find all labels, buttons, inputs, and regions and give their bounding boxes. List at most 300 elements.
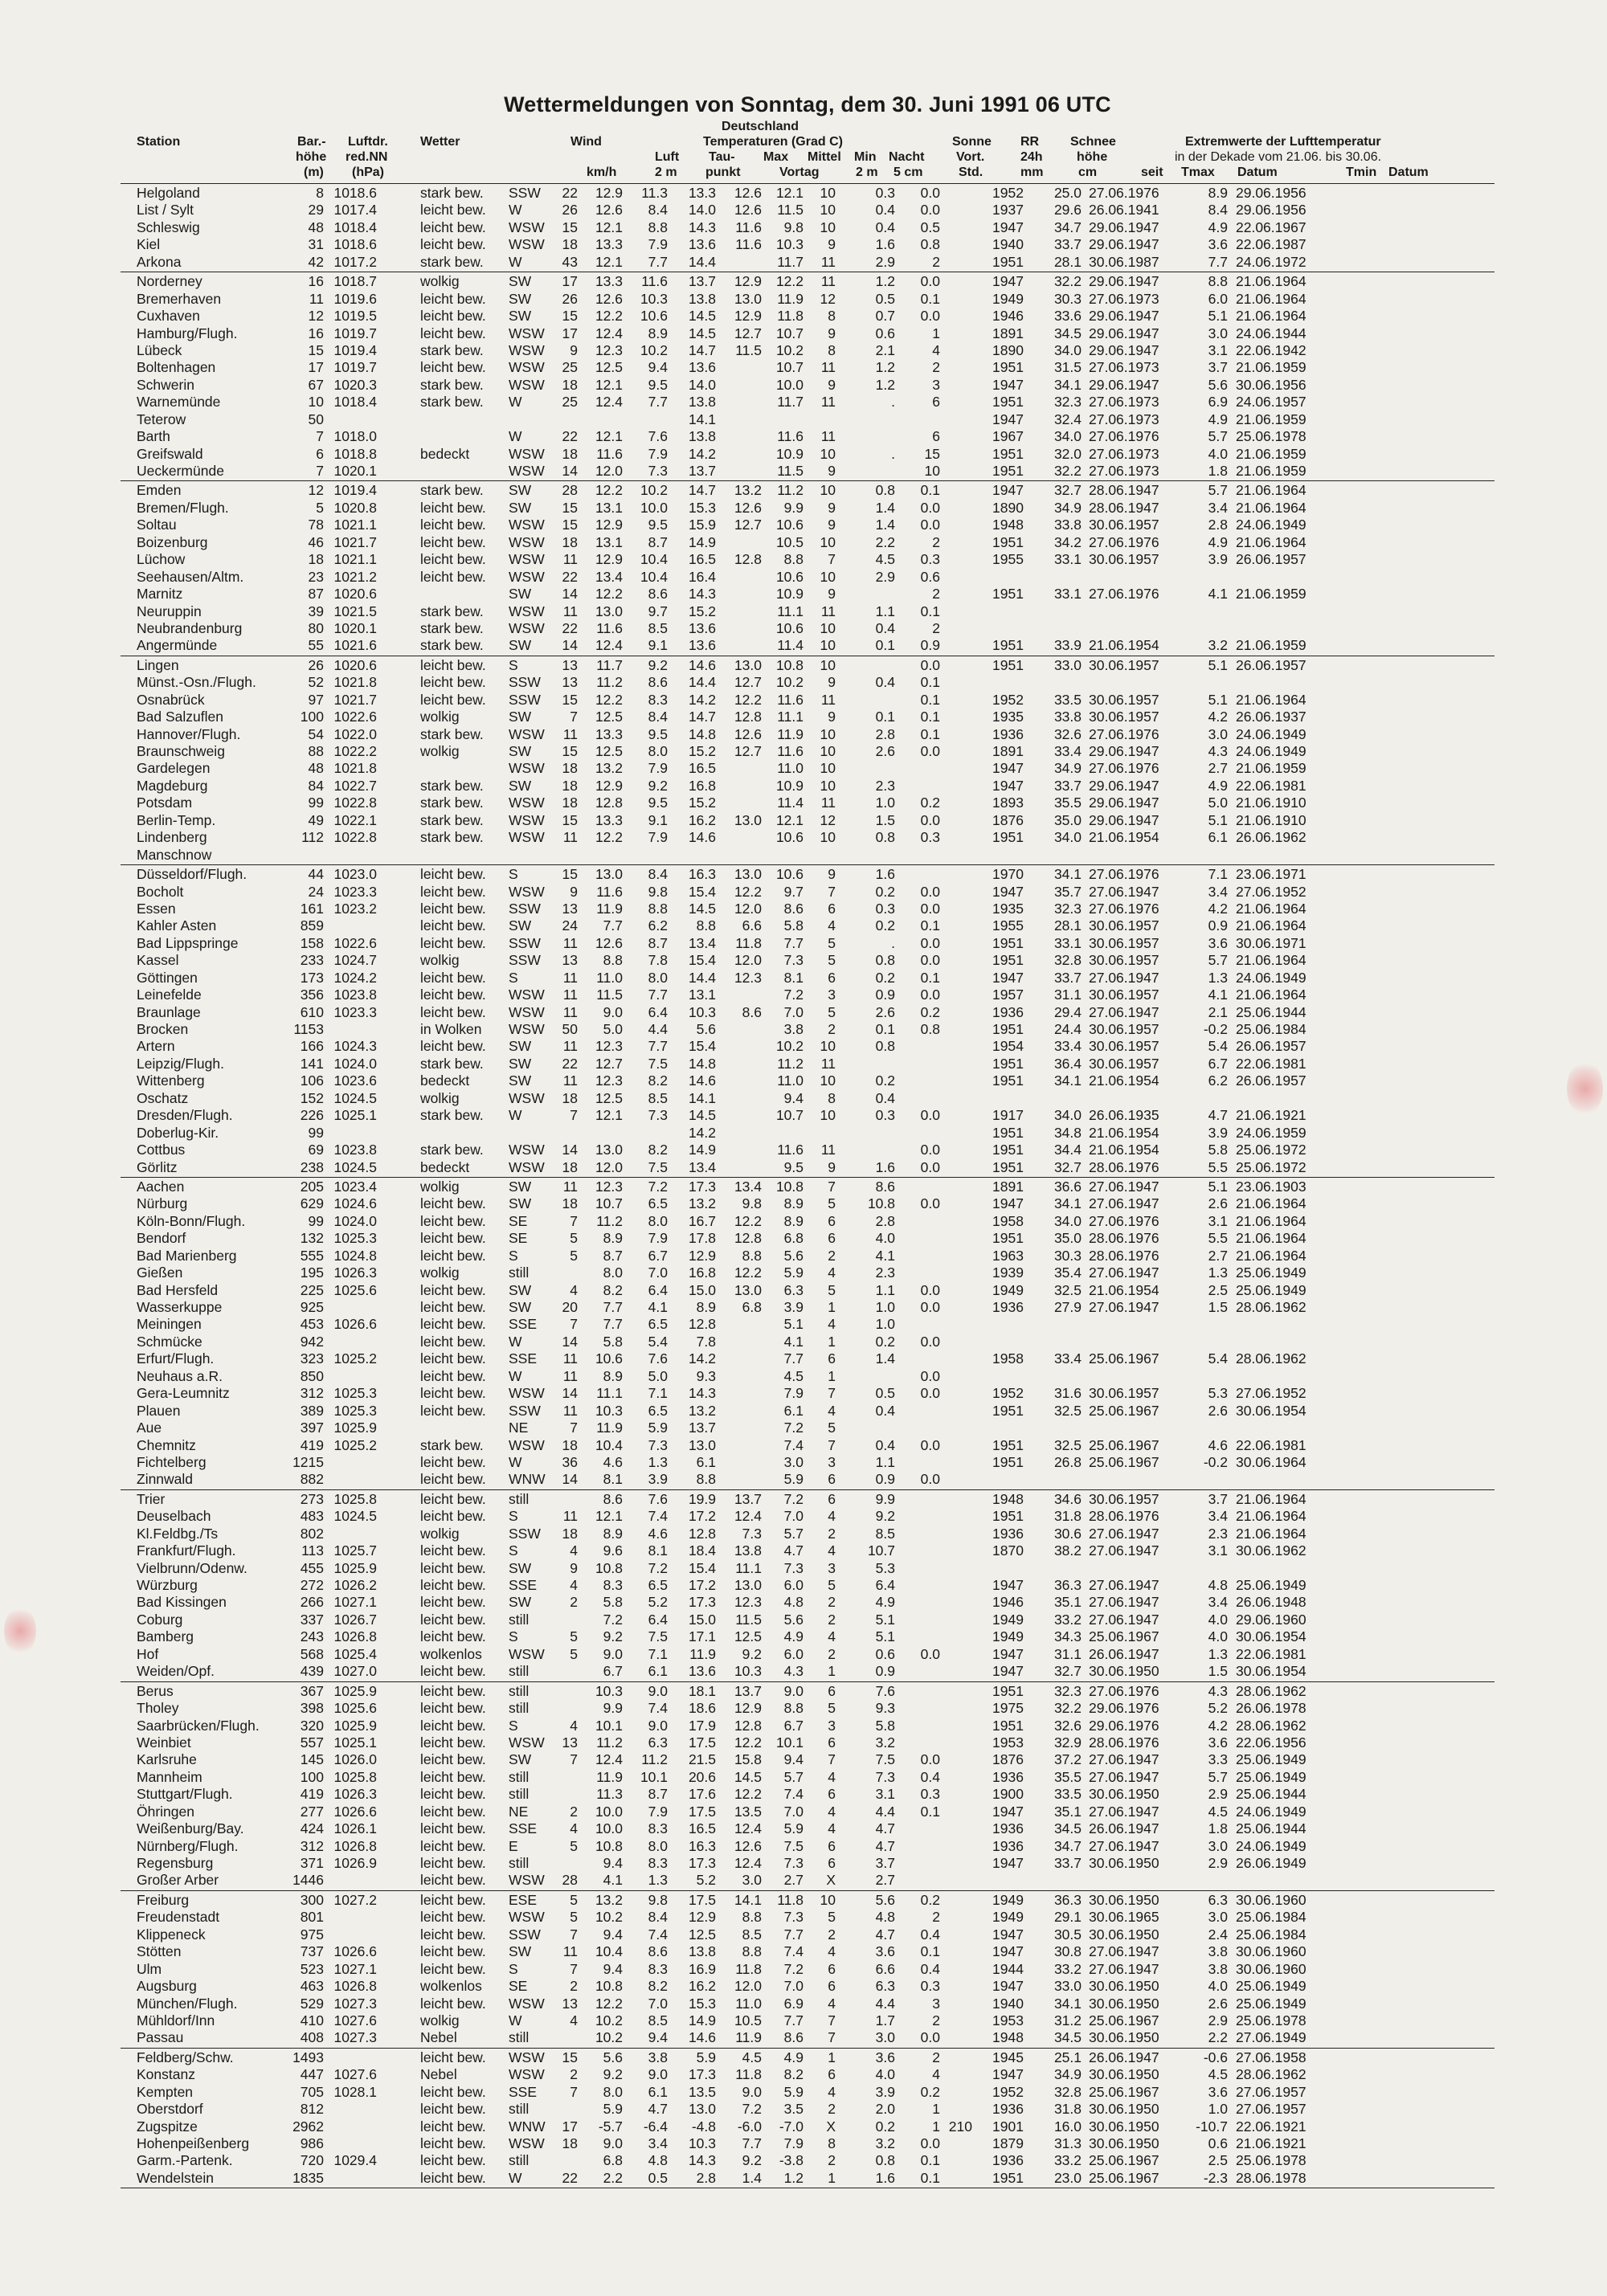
mean-temp: 9.8 (742, 1195, 762, 1212)
night-temp: 7 (828, 1385, 836, 1402)
tmin-date: 30.06.1954 (1236, 1663, 1306, 1680)
air-temp: 13.4 (595, 568, 623, 585)
tmax: 33.7 (1053, 777, 1082, 794)
header-extrem-1: Extremwerte der Lufttemperatur (1185, 135, 1381, 149)
pressure: 1025.9 (333, 1682, 377, 1699)
min-temp: 3.5 (783, 2101, 804, 2118)
tmin-date: 26.06.1957 (1236, 656, 1306, 673)
record-since: 1951 (992, 1021, 1024, 1037)
station-name: Würzburg (137, 1577, 198, 1593)
bar-height: 46 (308, 533, 324, 550)
table-row (121, 1751, 1495, 1768)
air-temp: 8.7 (603, 1247, 623, 1264)
max-temp: 10.3 (688, 1003, 716, 1020)
mean-temp: 12.5 (734, 1628, 762, 1645)
tmax-date: 27.06.1973 (1089, 411, 1159, 427)
air-temp: 10.8 (595, 1837, 623, 1854)
sunshine: 0.2 (875, 1333, 895, 1350)
wind-direction: S (509, 866, 518, 883)
night-temp: X (826, 2118, 836, 2135)
dew-point: 8.4 (648, 202, 668, 219)
wind-direction: SW (509, 1751, 532, 1768)
mean-temp: 12.7 (734, 325, 762, 341)
record-since: 1949 (992, 1891, 1024, 1908)
station-name: Aue (137, 1420, 162, 1436)
record-since: 1936 (992, 725, 1024, 742)
air-temp: 13.3 (595, 236, 623, 253)
weather: leicht bew. (420, 1960, 486, 1977)
wind-direction: WSW (509, 1909, 545, 1926)
tmin: 6.3 (1208, 1891, 1228, 1908)
mean-temp: 12.6 (734, 185, 762, 201)
record-since: 1951 (992, 656, 1024, 673)
tmax: 32.8 (1053, 952, 1082, 969)
wind-direction: still (509, 1663, 530, 1680)
tmin: 4.9 (1208, 533, 1228, 550)
night-temp: 4 (828, 1542, 836, 1559)
weather: leicht bew. (420, 2169, 486, 2186)
dew-point: 6.1 (648, 2083, 668, 2100)
tmin: 0.6 (1208, 2135, 1228, 2151)
air-temp: 12.6 (595, 290, 623, 307)
dew-point: 10.6 (640, 308, 668, 325)
station-name: Wendelstein (137, 2169, 214, 2186)
bar-height: 141 (300, 1055, 324, 1072)
tmin-date: 24.06.1949 (1236, 517, 1306, 533)
air-temp: 12.2 (595, 308, 623, 325)
max-temp: 14.3 (688, 219, 716, 235)
dew-point: 8.4 (648, 709, 668, 725)
wind-direction: WSW (509, 795, 545, 811)
wind-speed: 11 (562, 1003, 578, 1020)
dew-point: 7.0 (648, 1995, 668, 2012)
dew-point: 4.1 (648, 1299, 668, 1315)
weather: stark bew. (420, 777, 484, 794)
station-name: Angermünde (137, 637, 218, 654)
wind-direction: WSW (509, 883, 545, 900)
air-temp: 12.3 (595, 341, 623, 358)
table-row (121, 1491, 1495, 1508)
record-since: 1876 (992, 1751, 1024, 1768)
bar-height: 277 (300, 1803, 324, 1820)
night-temp: 10 (820, 760, 836, 777)
max-temp: 12.8 (688, 1316, 716, 1333)
min-temp: 5.6 (783, 1611, 804, 1628)
min-temp: 7.2 (783, 987, 804, 1003)
bar-height: 80 (308, 619, 324, 636)
sunshine: . (891, 934, 895, 951)
air-temp: 10.2 (595, 1909, 623, 1926)
max-temp: 13.2 (688, 1195, 716, 1212)
min-temp: 4.5 (783, 1367, 804, 1384)
tmax-date: 29.06.1976 (1089, 1717, 1159, 1734)
wind-speed: 13 (562, 674, 578, 691)
record-since: 1946 (992, 1594, 1024, 1611)
pressure: 1018.6 (333, 236, 377, 253)
sunshine: 2.0 (875, 2101, 895, 2118)
tmax: 29.4 (1053, 1003, 1082, 1020)
table-row (121, 2012, 1495, 2029)
tmax: 38.2 (1053, 1542, 1082, 1559)
min-temp: 6.0 (783, 1577, 804, 1593)
header-luft-1: Luft (655, 150, 680, 164)
record-since: 1947 (992, 273, 1024, 290)
air-temp: 7.7 (603, 917, 623, 934)
min-temp: 12.2 (775, 273, 804, 290)
min-temp: 5.9 (783, 1471, 804, 1488)
station-name: Erfurt/Flugh. (137, 1350, 215, 1367)
header-seit: seit (1141, 165, 1163, 179)
mean-temp: 14.5 (734, 1768, 762, 1785)
precipitation: 0.5 (920, 219, 940, 235)
wind-direction: WSW (509, 1872, 545, 1889)
tmin: 3.4 (1208, 1508, 1228, 1525)
night-temp: 9 (828, 463, 836, 479)
tmin: 4.2 (1208, 900, 1228, 917)
dew-point: 0.5 (648, 2169, 668, 2186)
tmin: 5.7 (1208, 482, 1228, 499)
pressure: 1020.6 (333, 656, 377, 673)
station-name: Coburg (137, 1611, 183, 1628)
night-temp: 2 (828, 1525, 836, 1542)
weather: stark bew. (420, 619, 484, 636)
station-name: Boizenburg (137, 533, 208, 550)
wind-speed: 17 (562, 325, 578, 341)
weather: leicht bew. (420, 987, 486, 1003)
dew-point: 6.4 (648, 1611, 668, 1628)
max-temp: 14.2 (688, 1124, 716, 1141)
station-name: Saarbrücken/Flugh. (137, 1717, 260, 1734)
weather: leicht bew. (420, 1402, 486, 1419)
weather: leicht bew. (420, 1195, 486, 1212)
air-temp: 9.2 (603, 1628, 623, 1645)
wind-speed: 26 (562, 202, 578, 219)
bar-height: 243 (300, 1628, 324, 1645)
min-temp: 10.0 (775, 376, 804, 393)
wind-speed: 11 (562, 987, 578, 1003)
night-temp: 10 (820, 743, 836, 759)
bar-height: 16 (308, 325, 324, 341)
tmin-date: 30.06.1960 (1236, 1943, 1306, 1960)
tmax-date: 30.06.1957 (1089, 1021, 1159, 1037)
dew-point: 8.5 (648, 1089, 668, 1106)
min-temp: 7.4 (783, 1943, 804, 1960)
wind-direction: W (509, 428, 522, 445)
record-since: 1951 (992, 1717, 1024, 1734)
tmin: 2.2 (1208, 2029, 1228, 2046)
station-name: Wittenberg (137, 1072, 205, 1089)
table-row (121, 884, 1495, 901)
bar-height: 87 (308, 586, 324, 603)
precipitation: 0.4 (920, 1768, 940, 1785)
tmin: 4.6 (1208, 1436, 1228, 1453)
station-name: Weinbiet (137, 1734, 191, 1751)
max-temp: 12.9 (688, 1247, 716, 1264)
table-row (121, 219, 1495, 236)
tmin: 3.6 (1208, 1734, 1228, 1751)
max-temp: 13.0 (688, 1436, 716, 1453)
night-temp: 9 (828, 236, 836, 253)
station-name: Hamburg/Flugh. (137, 325, 238, 341)
station-name: Ueckermünde (137, 463, 224, 479)
tmin-date: 21.06.1959 (1236, 445, 1306, 462)
pressure: 1021.7 (333, 533, 377, 550)
bar-height: 11 (309, 290, 324, 307)
tmax: 31.5 (1053, 359, 1082, 376)
min-temp: 7.4 (783, 1786, 804, 1803)
record-since: 1936 (992, 2152, 1024, 2169)
min-temp: 11.6 (777, 1142, 804, 1158)
bar-height: 6 (316, 445, 324, 462)
tmin: 1.3 (1208, 969, 1228, 986)
weather: leicht bew. (420, 551, 486, 568)
tmax: 34.7 (1053, 1837, 1082, 1854)
table-row (121, 1526, 1495, 1542)
night-temp: 10 (820, 725, 836, 742)
wind-direction: WSW (509, 1142, 545, 1158)
tmax: 32.3 (1053, 900, 1082, 917)
station-name: Zinnwald (137, 1471, 194, 1488)
tmax: 34.5 (1053, 325, 1082, 341)
night-temp: 4 (828, 1768, 836, 1785)
mean-temp: 9.2 (742, 2152, 762, 2169)
max-temp: 12.5 (688, 1926, 716, 1943)
header-min-1: Min (854, 150, 877, 164)
min-temp: -3.8 (779, 2152, 804, 2169)
precipitation: 3 (932, 376, 940, 393)
min-temp: 7.7 (783, 1350, 804, 1367)
precipitation: 2 (932, 533, 940, 550)
precipitation: 0.0 (920, 987, 940, 1003)
wind-speed: 22 (562, 568, 578, 585)
mean-temp: 12.4 (734, 1508, 762, 1525)
tmin-date: 25.06.1949 (1236, 1281, 1306, 1298)
tmax: 32.5 (1053, 1281, 1082, 1298)
air-temp: 11.6 (596, 619, 623, 636)
dew-point: 8.2 (648, 1072, 668, 1089)
max-temp: 15.2 (688, 795, 716, 811)
weather: stark bew. (420, 795, 484, 811)
bar-height: 112 (301, 829, 324, 846)
tmax-date: 29.06.1947 (1089, 308, 1159, 325)
weather: leicht bew. (420, 1611, 486, 1628)
wind-direction: SSE (509, 1577, 538, 1593)
header-datum-2: Datum (1388, 165, 1429, 179)
tmin: 3.7 (1208, 359, 1228, 376)
tmin: 3.8 (1208, 1960, 1228, 1977)
weather: wolkig (420, 1525, 460, 1542)
sunshine: 1.2 (875, 376, 895, 393)
night-temp: 10 (820, 202, 836, 219)
mean-temp: 8.5 (742, 1926, 762, 1943)
bar-height: 5 (316, 499, 324, 516)
air-temp: 9.6 (603, 1542, 623, 1559)
min-temp: 10.2 (775, 341, 804, 358)
precipitation: 0.3 (920, 1786, 940, 1803)
max-temp: 15.3 (688, 1995, 716, 2012)
record-since: 1947 (992, 1978, 1024, 1995)
weather: stark bew. (420, 811, 484, 828)
max-temp: 14.9 (688, 533, 716, 550)
station-name: Lübeck (137, 341, 182, 358)
min-temp: 7.7 (783, 2012, 804, 2028)
weather: leicht bew. (420, 499, 486, 516)
pressure: 1024.8 (333, 1247, 377, 1264)
air-temp: 11.7 (596, 656, 623, 673)
sunshine: 1.2 (875, 359, 895, 376)
tmax-date: 30.06.1957 (1089, 987, 1159, 1003)
table-row (121, 236, 1495, 253)
record-since: 1936 (992, 1820, 1024, 1837)
mean-temp: 12.2 (734, 1786, 762, 1803)
bar-height: 69 (308, 1142, 324, 1158)
record-since: 1947 (992, 1803, 1024, 1820)
mean-temp: 12.6 (734, 499, 762, 516)
station-name: Passau (137, 2029, 184, 2046)
station-name: Doberlug-Kir. (137, 1124, 219, 1141)
table-row (121, 1420, 1495, 1436)
bar-height: 99 (308, 795, 324, 811)
night-temp: 2 (828, 2152, 836, 2169)
header-luftdr-1: Luftdr. (348, 135, 388, 149)
tmin: 3.0 (1208, 1909, 1228, 1926)
dew-point: 7.9 (648, 445, 668, 462)
sunshine: 4.7 (875, 1837, 895, 1854)
pressure: 1025.2 (333, 1350, 377, 1367)
night-temp: 6 (828, 1471, 836, 1488)
precipitation: 0.0 (920, 934, 940, 951)
tmin-date: 21.06.1910 (1236, 811, 1306, 828)
weather: leicht bew. (420, 325, 486, 341)
table-row (121, 500, 1495, 517)
air-temp: 11.1 (596, 1385, 623, 1402)
tmax: 35.5 (1053, 1768, 1082, 1785)
night-temp: 2 (828, 1021, 836, 1037)
sunshine: 1.6 (875, 236, 895, 253)
station-name: List / Sylt (137, 202, 194, 219)
tmin: 2.7 (1208, 760, 1228, 777)
precipitation: 4 (932, 2066, 940, 2083)
dew-point: 8.0 (648, 743, 668, 759)
weather: leicht bew. (420, 2083, 486, 2100)
precipitation: 10 (924, 463, 940, 479)
station-name: Marnitz (137, 586, 183, 603)
table-row (121, 273, 1495, 290)
pressure: 1020.1 (333, 463, 377, 479)
air-temp: 6.8 (603, 2152, 623, 2169)
bar-height: 8 (316, 185, 324, 201)
wind-direction: WSW (509, 619, 545, 636)
air-temp: 13.3 (595, 811, 623, 828)
record-since: 1958 (992, 1350, 1024, 1367)
station-name: Neuhaus a.R. (137, 1367, 223, 1384)
sunshine: 3.2 (875, 2135, 895, 2151)
tmax: 35.1 (1053, 1803, 1082, 1820)
min-temp: 4.9 (783, 2049, 804, 2065)
bar-height: 629 (300, 1195, 324, 1212)
table-row (121, 1437, 1495, 1454)
table-row (121, 1926, 1495, 1943)
air-temp: 12.6 (595, 202, 623, 219)
sunshine: 1.1 (875, 1281, 895, 1298)
dew-point: 3.9 (648, 1471, 668, 1488)
table-row (121, 1628, 1495, 1645)
weather: leicht bew. (420, 359, 486, 376)
min-temp: 8.9 (783, 1195, 804, 1212)
header-rr-2: 24h (1020, 150, 1043, 164)
weather: leicht bew. (420, 1316, 486, 1333)
sunshine: 6.4 (875, 1577, 895, 1593)
tmin-date: 21.06.1964 (1236, 1195, 1306, 1212)
weather: wolkig (420, 2012, 460, 2028)
sunshine: 7.5 (875, 1751, 895, 1768)
tmin: 8.4 (1208, 202, 1228, 219)
precipitation: 0.1 (920, 725, 940, 742)
tmax-date: 30.06.1957 (1089, 709, 1159, 725)
night-temp: 8 (828, 1089, 836, 1106)
pressure: 1021.8 (333, 674, 377, 691)
bar-height: 26 (308, 656, 324, 673)
weather: leicht bew. (420, 1299, 486, 1315)
max-temp: 14.9 (688, 1142, 716, 1158)
precipitation: 0.2 (920, 1891, 940, 1908)
tmax-date: 25.06.1967 (1089, 2169, 1159, 2186)
wind-direction: WSW (509, 1003, 545, 1020)
dew-point: 8.3 (648, 1960, 668, 1977)
tmax: 26.8 (1053, 1453, 1082, 1470)
wind-direction: S (509, 1960, 518, 1977)
min-temp: 10.6 (775, 517, 804, 533)
tmax: 36.3 (1053, 1891, 1082, 1908)
precipitation: 0.0 (920, 2029, 940, 2046)
pressure: 1019.7 (333, 325, 377, 341)
precipitation: 0.2 (920, 1003, 940, 1020)
sunshine: 1.7 (875, 2012, 895, 2028)
tmax: 34.9 (1053, 2066, 1082, 2083)
wind-speed: 22 (562, 185, 578, 201)
wind-speed: 4 (570, 1717, 578, 1734)
tmin-date: 23.06.1971 (1236, 866, 1306, 883)
pressure: 1023.2 (333, 900, 377, 917)
wind-direction: S (509, 656, 518, 673)
max-temp: 16.7 (688, 1212, 716, 1229)
mean-temp: 13.0 (734, 1281, 762, 1298)
max-temp: 13.8 (688, 290, 716, 307)
air-temp: 12.1 (595, 219, 623, 235)
table-row (121, 743, 1495, 760)
wind-speed: 11 (562, 829, 578, 846)
night-temp: 10 (820, 1038, 836, 1055)
wind-speed: 5 (570, 1837, 578, 1854)
min-temp: 7.2 (783, 1490, 804, 1507)
bar-height: 371 (300, 1855, 324, 1871)
tmax: 31.1 (1053, 1645, 1082, 1662)
air-temp: 12.2 (595, 1995, 623, 2012)
tmax: 34.2 (1053, 533, 1082, 550)
night-temp: 6 (828, 1212, 836, 1229)
tmin-date: 25.06.1984 (1236, 1021, 1306, 1037)
tmax-date: 27.06.1973 (1089, 359, 1159, 376)
sunshine: 4.4 (875, 1803, 895, 1820)
pressure: 1029.4 (333, 2152, 377, 2169)
header-luftdr-2: red.NN (346, 150, 388, 164)
record-since: 1951 (992, 829, 1024, 846)
min-temp: 7.3 (783, 1855, 804, 1871)
wind-speed: 15 (562, 517, 578, 533)
precipitation: 0.8 (920, 236, 940, 253)
min-temp: 8.8 (783, 551, 804, 568)
dew-point: 10.2 (640, 482, 668, 499)
